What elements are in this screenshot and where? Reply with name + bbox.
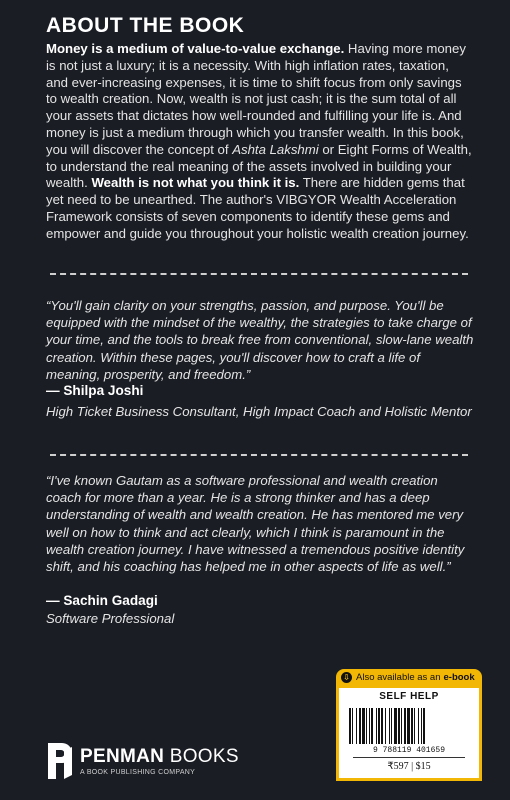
barcode-bar [411, 708, 413, 744]
testimonial-quote-1: “You'll gain clarity on your strengths, passion, and purpose. You'll be equipped with the mindset of the wealthy, the strategies to take charge of your time, and the tools to break free from conventional, slow-lane wealth creation. Within these pages, you'll discover how to craft a life of meaning, prosperity, and freedom.” [46, 298, 474, 382]
barcode-bar [398, 708, 400, 744]
barcode-bar [352, 708, 353, 744]
testimonial-role-1: High Ticket Business Consultant, High Impact Coach and Holistic Mentor [46, 404, 472, 419]
price-label: ₹597 | $15 [387, 761, 431, 772]
price-divider [353, 757, 465, 758]
genre-label: SELF HELP [379, 691, 439, 702]
publisher-name-bold: PENMAN [80, 745, 165, 767]
barcode-bar [362, 708, 365, 744]
about-bold-2: Wealth is not what you think it is. [91, 175, 300, 191]
about-lead: Money is a medium of value-to-value exchange. [46, 41, 345, 56]
about-text-3: There are hidden gems that yet need to be unearthed. The author's VIBGYOR Wealth Acceleration Framework consists of seven components to identify these gems and empower and guide you throughout your holistic wealth creation journey. [46, 175, 469, 241]
barcode-bar [376, 708, 377, 744]
barcode-bar [407, 708, 410, 744]
barcode-bar [418, 708, 419, 744]
testimonial-author-2: — Sachin Gadagi [46, 593, 158, 608]
isbn-number: 9 788119 401659 [372, 746, 445, 755]
barcode-bar [401, 708, 402, 744]
barcode-bar [356, 708, 357, 744]
testimonial-role-2: Software Professional [46, 611, 175, 626]
barcode-bar [359, 708, 361, 744]
barcode-bar [394, 708, 397, 744]
about-em: Ashta Lakshmi [232, 141, 319, 157]
barcode-bar [404, 708, 406, 744]
about-title: ABOUT THE BOOK [46, 14, 245, 37]
barcode-bar [381, 708, 383, 744]
publisher-name-thin: BOOKS [164, 745, 239, 767]
testimonial-quote-2: “I've known Gautam as a software professional and wealth creation coach for more than a year. He is a strong thinker and has a deep understanding of wealth and wealth creation. He has mentored me very well on how to think and act clearly, which I think is paramount in the wealth creation journey. I have witnessed a tremendous positive identity shift, and his coaching has helped me in other aspects of life as well.” [46, 473, 465, 575]
divider-2 [50, 454, 468, 456]
testimonial-author-1: — Shilpa Joshi [46, 383, 144, 398]
barcode-bar [391, 708, 392, 744]
barcode-panel [336, 685, 482, 781]
barcode-bar [421, 708, 422, 744]
ebook-label-prefix: Also available as an [356, 671, 441, 683]
barcode-icon [347, 708, 471, 744]
barcode-bar [423, 708, 425, 744]
barcode-bar [385, 708, 386, 744]
publisher-tagline: A BOOK PUBLISHING COMPANY [80, 768, 196, 776]
about-paragraph [46, 41, 472, 243]
barcode-bar [414, 708, 415, 744]
barcode-bar [366, 708, 367, 744]
barcode-bar [389, 708, 390, 744]
penman-logo-icon [46, 741, 74, 781]
barcode-bar [349, 708, 351, 744]
publisher-logo [46, 741, 239, 781]
download-icon: ⇩ [341, 672, 352, 683]
about-text-1: Having more money is not just a luxury; it is a necessity. With high inflation rates, taxation, and ever-increasing expenses, it is time to shift focus from only savings to wealth creation. Now, wealth is not just cash; it is the sum total of all your assets that dictates how well-rounded and fulfilling your life is. And money is just a medium through which you transfer wealth. In this book, you will discover the concept of [46, 41, 466, 157]
ebook-label-bold: e-book [443, 671, 475, 683]
publisher-name [80, 747, 239, 767]
barcode-bar [371, 708, 373, 744]
divider-1 [50, 273, 468, 275]
about-text-2: or Eight Forms of Wealth, to understand the real meaning of the assets involved in building your wealth. [46, 141, 472, 191]
ebook-availability-tag [336, 669, 482, 685]
barcode-bar [369, 708, 370, 744]
barcode-bar [378, 708, 380, 744]
